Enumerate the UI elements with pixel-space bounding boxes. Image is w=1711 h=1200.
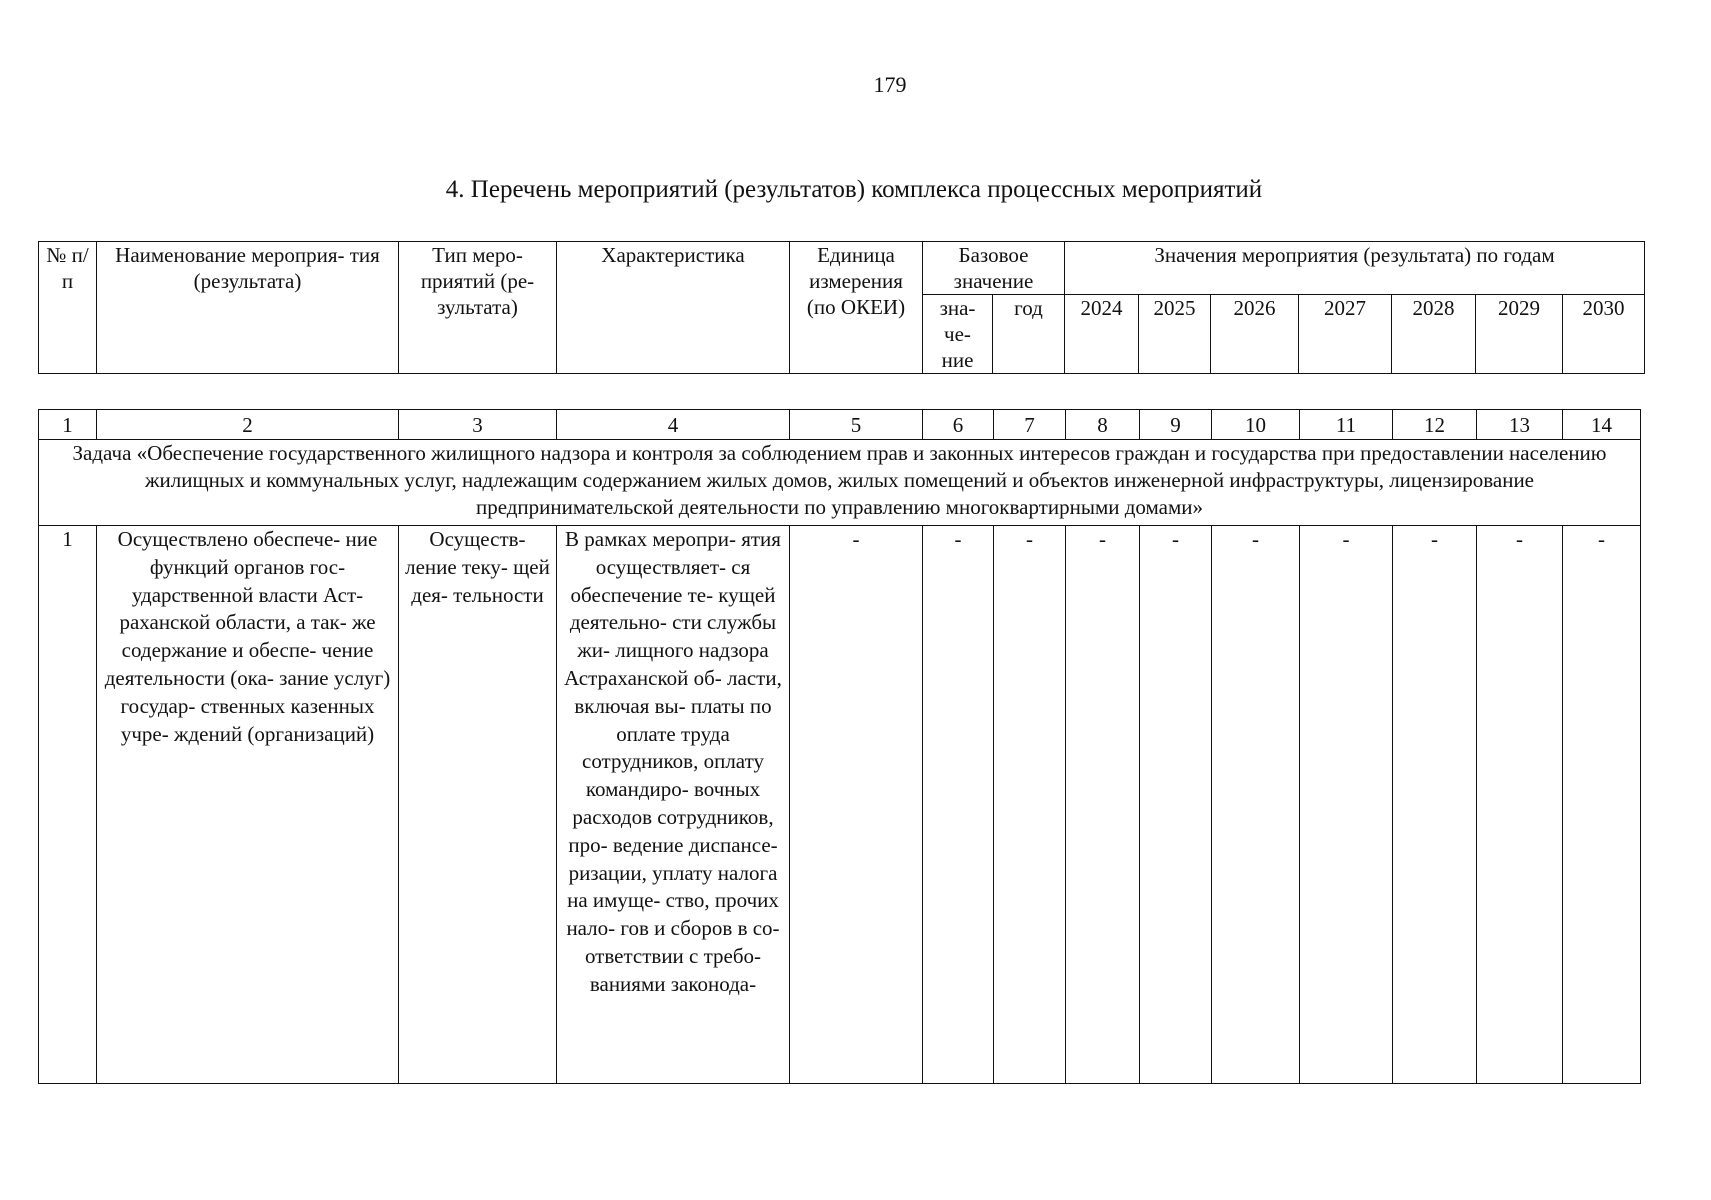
column-number: 14 — [1563, 410, 1641, 440]
column-number: 12 — [1393, 410, 1477, 440]
task-text: Задача «Обеспечение государственного жилищного надзора и контроля за соблюдением прав и законных интересов граждан и государства при предоставлении населению жилищных и коммунальных услуг, надлежащим содержанием жилых домов, жилых помещений и объектов инженерной инфраструктуры, лицензирование предпринимательской деятельности по управлению многоквартирными домами» — [39, 440, 1641, 526]
column-number: 5 — [790, 410, 923, 440]
row-name: Осуществлено обеспече- ние функций органов гос- ударственной власти Аст- раханской области, а так- же содержание и обеспе- чение деятельности (ока- зание услуг) государ- ственных казенных учре- ждений (организаций) — [97, 526, 399, 1084]
row-value-2025: - — [1140, 526, 1212, 1084]
header-table — [38, 241, 1645, 374]
task-row — [39, 440, 1641, 526]
row-value-2024: - — [1066, 526, 1140, 1084]
column-number: 13 — [1477, 410, 1563, 440]
row-value-2026: - — [1212, 526, 1300, 1084]
row-value-2027: - — [1300, 526, 1393, 1084]
row-characteristic: В рамках меропри- ятия осуществляет- ся обеспечение те- кущей деятельно- сти службы жи- лищного надзора Астраханской об- ласти, включая вы- платы по оплате труда сотрудников, оплату командиро- вочных расходов сотрудников, про- ведение диспансе- ризации, уплату налога на имуще- ство, прочих нало- гов и сборов в со- ответствии с требо- ваниями законода- — [557, 526, 790, 1084]
header-year: 2025 — [1139, 295, 1211, 374]
row-num: 1 — [39, 526, 97, 1084]
column-number: 7 — [994, 410, 1066, 440]
row-value-2030: - — [1563, 526, 1641, 1084]
header-year: 2030 — [1563, 295, 1645, 374]
header-base: Базовое значение — [923, 242, 1065, 295]
data-table — [38, 409, 1641, 1084]
header-base-year: год — [993, 295, 1065, 374]
column-number: 3 — [399, 410, 557, 440]
header-year: 2027 — [1299, 295, 1392, 374]
row-unit: - — [790, 526, 923, 1084]
row-type: Осуществ- ление теку- щей дея- тельности — [399, 526, 557, 1084]
column-number: 10 — [1212, 410, 1300, 440]
header-year: 2028 — [1392, 295, 1476, 374]
header-characteristic: Характеристика — [557, 242, 790, 374]
column-number: 6 — [923, 410, 994, 440]
header-values-by-year: Значения мероприятия (результата) по годам — [1065, 242, 1645, 295]
column-number-row — [39, 410, 1641, 440]
header-year: 2026 — [1211, 295, 1299, 374]
table-row — [39, 526, 1641, 1084]
header-type: Тип меро- приятий (ре- зультата) — [399, 242, 557, 374]
section-title: 4. Перечень мероприятий (результатов) комплекса процессных мероприятий — [445, 176, 1263, 203]
page-number: 179 — [873, 72, 907, 97]
column-number: 11 — [1300, 410, 1393, 440]
row-value-2029: - — [1477, 526, 1563, 1084]
header-unit: Единица измерения (по ОКЕИ) — [790, 242, 923, 374]
column-number: 2 — [97, 410, 399, 440]
row-base-year: - — [994, 526, 1066, 1084]
column-number: 4 — [557, 410, 790, 440]
header-num: № п/п — [39, 242, 97, 374]
column-number: 9 — [1140, 410, 1212, 440]
row-value-2028: - — [1393, 526, 1477, 1084]
column-number: 8 — [1066, 410, 1140, 440]
header-name: Наименование мероприя- тия (результата) — [97, 242, 399, 374]
header-year: 2024 — [1065, 295, 1139, 374]
header-year: 2029 — [1476, 295, 1563, 374]
header-base-value: зна- че- ние — [923, 295, 993, 374]
row-base-value: - — [923, 526, 994, 1084]
column-number: 1 — [39, 410, 97, 440]
